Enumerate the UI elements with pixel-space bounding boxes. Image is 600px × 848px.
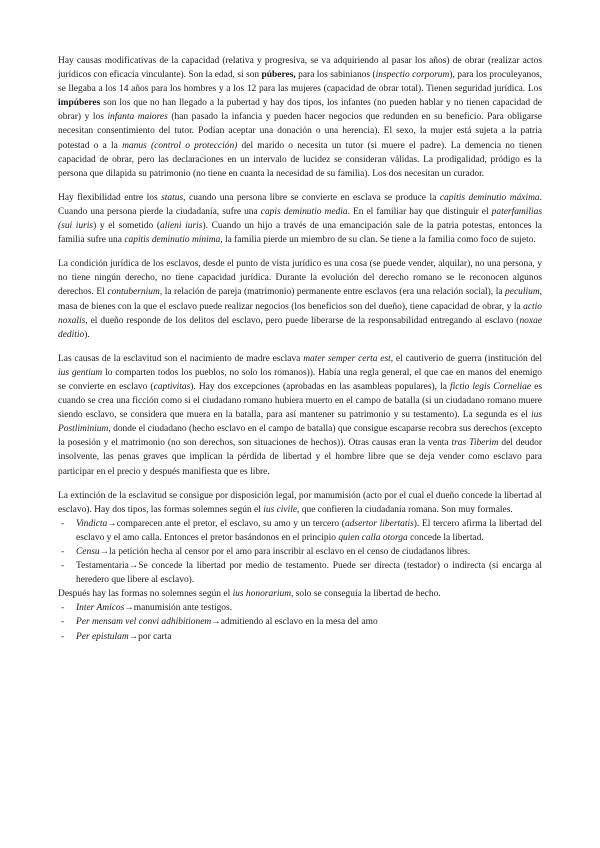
text: para los sabinianos ( — [295, 70, 376, 81]
paragraph-esclavos — [58, 257, 542, 342]
text: , la relación de pareja (matrimonio) permanente entre esclavos (era una relación social), la — [159, 287, 506, 298]
text: lo comparten todos los pueblos, no solo los romanos)). Había una regla general, el que cae en manos del enemigo se convierte en esclavo ( — [58, 367, 542, 392]
italic-term: capitis deminutio máxima — [439, 192, 540, 203]
list-item — [58, 615, 542, 629]
italic-term: Inter Amicos — [76, 603, 125, 614]
italic-term: peculium — [505, 287, 540, 298]
text: ). — [84, 329, 90, 340]
italic-term: contubernium — [107, 287, 160, 298]
italic-term: ius honorarium — [232, 589, 292, 600]
text: , masa de bienes con la que el esclavo puede realizar negocios (los beneficios son del dueño), tiene capacidad de obrar, y la — [58, 287, 542, 312]
text: , cuando una persona libre se convierte en esclava se produce la — [183, 192, 440, 203]
text: ). El tercero afirma la libertad del esclavo y el amo calla. Entonces el pretor basándonos en el principio — [76, 518, 542, 543]
paragraph-extincion — [58, 489, 542, 517]
list-item — [58, 630, 542, 644]
text: ). Hay dos excepciones (aprobadas en las asambleas populares), la — [190, 381, 450, 392]
italic-term: tras Tiberim — [451, 438, 499, 449]
text: es cuando se crea una ficción como si el ciudadano romano hubiera muerto en el campo de batalla (si un ciudadano romano muere siendo esclavo, se considera que muera en la batalla, para así mantener su patrimonio y su testamento). La segunda es el — [58, 381, 542, 421]
bold-term: impúberes — [58, 98, 101, 109]
italic-term: mater semper certa est — [303, 353, 391, 364]
text: →la petición hecha al censor por el amo para inscribir al esclavo en el censo de ciudadanos libres. — [99, 547, 471, 557]
italic-term: Censu — [76, 547, 100, 557]
bold-term: púberes, — [261, 70, 296, 81]
italic-term: ius Postliminium — [58, 410, 542, 435]
text: , el cautiverio de guerra (institución del — [390, 353, 542, 364]
text: del deudor insolvente, las penas graves que implican la pérdida de libertad y el hombre libre que se deja vender como esclavo para participar en el precio y después manifiesta que es libre. — [58, 438, 542, 477]
text: ) y el sometido ( — [93, 221, 161, 232]
list-item — [58, 601, 542, 615]
italic-term: status — [161, 192, 184, 203]
list-item — [58, 559, 542, 587]
italic-term: ius civile — [263, 504, 298, 515]
italic-term: alieni iuris — [160, 221, 203, 232]
italic-term: quien calla otorga — [338, 532, 408, 543]
text: son los que no han llegado a la pubertad y hay dos tipos, los infantes (no pueden hablar y no tienen capacidad de obrar) y los — [58, 98, 542, 123]
text: , el dueño responde de los delitos del esclavo, pero puede liberarse de la responsabilidad entregando al esclavo ( — [85, 315, 520, 326]
text: , donde el ciudadano (hecho esclavo en el campo de batalla) que consigue escaparse recobra sus derechos (excepto la posesión y el matrimonio (no son derechos, son situaciones de hechos)). Otras causas eran la venta — [58, 424, 542, 449]
italic-term: capitis deminutio mínima — [124, 235, 221, 246]
paragraph-no-solemnes — [58, 587, 542, 601]
italic-term: manus (control o protección) — [122, 140, 238, 151]
italic-term: Vindicta — [76, 518, 108, 529]
list-item — [58, 545, 542, 559]
italic-term: capis deminutio media — [260, 206, 348, 217]
text: Hay flexibilidad entre los — [58, 192, 162, 203]
text: del marido o necesita un tutor (si muere el padre). La demencia no tienen capacidad de obrar, pero las declaraciones en un intervalo de lucidez se consideran válidas. La prodigalidad, pródigo es la persona que dilapida su patrimonio (no tiene en cuanta la necesidad de su familia). Los dos necesitan un curador. — [58, 140, 543, 179]
text: Las causas de la esclavitud son el nacimiento de madre esclava — [58, 353, 304, 364]
italic-term: actio noxalis — [58, 301, 542, 326]
text: ), para los proculeyanos, se llegaba a los 14 años para los hombres y a los 12 para las mujeres (capacidad de obrar total). Tienen seguridad jurídica. Los — [58, 70, 542, 95]
solemn-forms-list — [58, 517, 542, 587]
text: →comparecen ante el pretor, el esclavo, su amo y un tercero ( — [107, 518, 345, 529]
text: →por carta — [128, 631, 172, 642]
italic-term: ius gentium — [58, 367, 103, 378]
list-item — [58, 517, 542, 545]
italic-term: Per mensam vel convi adhibitionem — [76, 617, 212, 628]
text: Después hay las formas no solemnes según el — [58, 589, 233, 600]
text: , la familia pierde un miembro de su clan. Se tiene a la familia como foco de sujeto. — [220, 235, 536, 246]
text: ). Cuando un hijo a través de una emancipación sale de la patria potestas, entonces la familia sufre una — [58, 221, 542, 246]
non-solemn-forms-list — [58, 601, 542, 643]
text: Testamentaria→Se concede la libertad por medio de testamento. Puede ser directa (testador) o indirecta (si encarga al heredero que libere al esclavo). — [76, 561, 542, 586]
text: . Cuando una persona pierde la ciudadanía, sufre una — [58, 192, 542, 217]
italic-term: noxae deditio — [58, 315, 542, 340]
text: concede la libertad. — [407, 532, 484, 543]
text: (han pasado la infancia y pueden hacer negocios que redunden en su beneficio. Para obligarse necesitan consentimiento del tutor. Podían aceptar una donación o una herencia). El sexo, la mujer está sujeta a la patria potestad o a la — [58, 112, 542, 151]
text: Hay causas modificativas de la capacidad (relativa y progresiva, se va adquiriendo al pasar los años) de obrar (realizar actos jurídicos con eficacia vinculante). Son la edad, si son — [58, 56, 542, 81]
italic-term: paterfamilias (sui iuris — [58, 206, 542, 232]
text: La condición jurídica de los esclavos, desde el punto de vista jurídico es una cosa (se puede vender, alquilar), no una persona, y no tiene ningún derecho, no tiene capacidad jurídica. Durante la evolución del derecho romano se le reconocen algunos derechos. El — [58, 259, 542, 298]
italic-term: captivitas — [153, 381, 191, 392]
italic-term: inspectio corporum — [375, 70, 450, 81]
italic-term: adsertor libertatis — [344, 518, 414, 529]
text: →manumisión ante testigos. — [124, 603, 233, 614]
text: , solo se conseguía la libertad de hecho. — [291, 589, 441, 600]
paragraph-causas-esclavitud — [58, 352, 542, 479]
text: La extinción de la esclavitud se consigue por disposición legal, por manumisión (acto por el cual el dueño concede la libertad al esclavo). Hay dos tipos, las formas solemnes según el — [58, 490, 542, 515]
paragraph-status — [58, 191, 542, 247]
italic-term: fictio legis Corneliae — [449, 381, 532, 392]
italic-term: infanta maiores — [107, 112, 168, 123]
italic-term: Per epistulam — [76, 631, 129, 642]
text: →admitiendo al esclavo en la mesa del amo — [211, 617, 378, 628]
text: . En el familiar hay que distinguir el — [347, 206, 492, 217]
paragraph-capacidad — [58, 54, 542, 181]
text: , que confieren la ciudadanía romana. Son muy formales. — [297, 504, 513, 515]
